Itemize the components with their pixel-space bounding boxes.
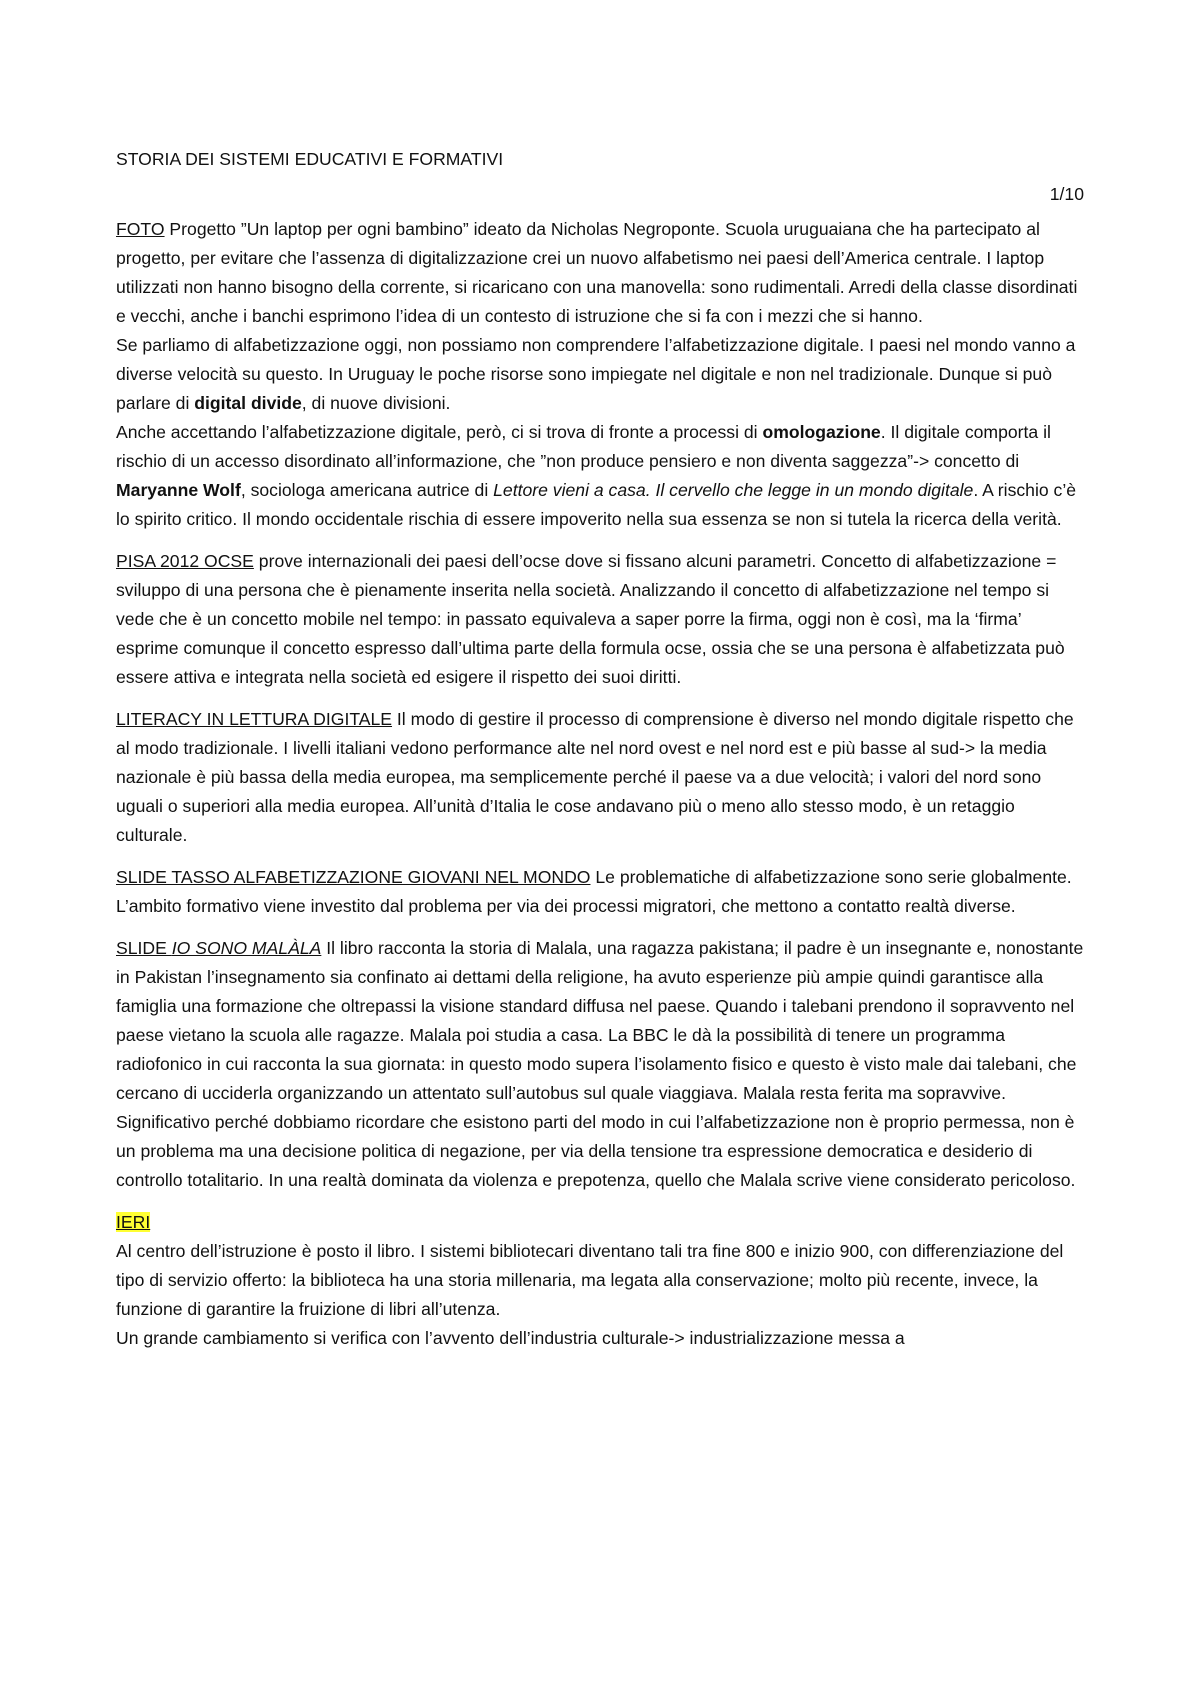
- paragraph-text: , sociologa americana autrice di: [240, 480, 494, 500]
- paragraph-text: Un grande cambiamento si verifica con l’avvento dell’industria culturale-> industrializzazione messa a: [116, 1328, 905, 1348]
- paragraph-pisa: [116, 547, 1084, 692]
- document-body: [116, 145, 1084, 1353]
- paragraph-text: . A rischio c’è lo spirito critico. Il mondo occidentale rischia di essere impoverito nella sua essenza se non si tutela la ricerca della verità.: [116, 480, 1077, 529]
- paragraph-omologazione: [116, 418, 1084, 534]
- section-label-foto: FOTO: [116, 219, 165, 239]
- paragraph-industria: [116, 1324, 1084, 1353]
- paragraph-text: Il libro racconta la storia di Malala, una ragazza pakistana; il padre è un insegnante e, nonostante in Pakistan l’insegnamento sia confinato ai dettami della religione, ha avuto esperienze più ampie quindi garantisce alla famiglia una formazione che oltrepassi la visione standard diffusa nel paese. Quando i talebani prendono il sopravvento nel paese vietano la scuola alle ragazze. Malala poi studia a casa. La BBC le dà la possibilità di tenere un programma radiofonico in cui racconta la sua giornata: in questo modo supera l’isolamento fisico e questo è visto male dai talebani, che cercano di ucciderla organizzando un attentato sull’autobus sul quale viaggiava. Malala resta ferita ma sopravvive.: [116, 938, 1084, 1103]
- paragraph-digital-divide: [116, 331, 1084, 418]
- paragraph-significativo: [116, 1108, 1084, 1195]
- paragraph-text: Le problematiche di alfabetizzazione sono serie globalmente. L’ambito formativo viene investito dal problema per via dei processi migratori, che mettono a contatto realtà diverse.: [116, 867, 1072, 916]
- paragraph-text: . Il digitale comporta il rischio di un accesso disordinato all’informazione, che ”non produce pensiero e non diventa saggezza”-> concetto di: [116, 422, 1051, 471]
- paragraph-text: Il modo di gestire il processo di comprensione è diverso nel mondo digitale rispetto che al modo tradizionale. I livelli italiani vedono performance alte nel nord ovest e nel nord est e più basse al sud-> la media nazionale è più bassa della media europea, ma semplicemente perché il paese va a due velocità; i valori del nord sono uguali o superiori alla media europea. All’unità d’Italia le cose andavano più o meno allo stesso modo, è un retaggio culturale.: [116, 709, 1074, 845]
- section-label-ieri: IERI: [116, 1212, 151, 1232]
- section-label-tasso: SLIDE TASSO ALFABETIZZAZIONE GIOVANI NEL MONDO: [116, 867, 591, 887]
- bold-term: digital divide: [194, 393, 302, 413]
- paragraph-tasso: [116, 863, 1084, 921]
- page-number: 1/10: [1049, 184, 1084, 204]
- paragraph-text: Significativo perché dobbiamo ricordare che esistono parti del modo in cui l’alfabetizzazione non è proprio permessa, non è un problema ma una decisione politica di negazione, per via della tensione tra espressione democratica e desiderio di controllo totalitario. In una realtà dominata da violenza e prepotenza, quello che Malala scrive viene considerato pericoloso.: [116, 1112, 1076, 1190]
- paragraph-text: prove internazionali dei paesi dell’ocse dove si fissano alcuni parametri. Concetto di alfabetizzazione = sviluppo di una persona che è pienamente inserita nella società. Analizzando il concetto di alfabetizzazione nel tempo si vede che è un concetto mobile nel tempo: in passato equivaleva a saper porre la firma, oggi non è così, ma la ‘firma’ esprime comunque il concetto espresso dall’ultima parte della formula ocse, ossia che se una persona è alfabetizzata può essere attiva e integrata nella società ed esigere il rispetto dei suoi diritti.: [116, 551, 1065, 687]
- section-label-malala: [116, 938, 321, 958]
- paragraph-text: Se parliamo di alfabetizzazione oggi, non possiamo non comprendere l’alfabetizzazione digitale. I paesi nel mondo vanno a diverse velocità su questo. In Uruguay le poche risorse sono impiegate nel digitale e non nel tradizionale. Dunque si può parlare di: [116, 335, 1076, 413]
- paragraph-malala: [116, 934, 1084, 1108]
- paragraph-ieri: [116, 1237, 1084, 1324]
- book-title: Lettore vieni a casa. Il cervello che legge in un mondo digitale: [493, 480, 974, 500]
- paragraph-text: Progetto ”Un laptop per ogni bambino” ideato da Nicholas Negroponte. Scuola uruguaiana che ha partecipato al progetto, per evitare che l’assenza di digitalizzazione crei un nuovo alfabetismo nei paesi dell’America centrale. I laptop utilizzati non hanno bisogno della corrente, si ricaricano con una manovella: sono rudimentali. Arredi della classe disordinati e vecchi, anche i banchi esprimono l’idea di un contesto di istruzione che si fa con i mezzi che si hanno.: [116, 219, 1078, 326]
- bold-term: omologazione: [762, 422, 881, 442]
- section-label-pisa: PISA 2012 OCSE: [116, 551, 254, 571]
- paragraph-literacy: [116, 705, 1084, 850]
- label-prefix: SLIDE: [116, 938, 172, 958]
- bold-term: Maryanne Wolf: [116, 480, 241, 500]
- paragraph-text: Al centro dell’istruzione è posto il libro. I sistemi bibliotecari diventano tali tra fine 800 e inizio 900, con differenziazione del tipo di servizio offerto: la biblioteca ha una storia millenaria, ma legata alla conservazione; molto più recente, invece, la funzione di garantire la fruizione di libri all’utenza.: [116, 1241, 1064, 1319]
- paragraph-foto: [116, 215, 1084, 331]
- section-label-literacy: LITERACY IN LETTURA DIGITALE: [116, 709, 393, 729]
- paragraph-text: Anche accettando l’alfabetizzazione digitale, però, ci si trova di fronte a processi di: [116, 422, 763, 442]
- paragraph-text: , di nuove divisioni.: [301, 393, 451, 413]
- book-title: IO SONO MALÀLA: [171, 938, 322, 958]
- paragraph-ieri-heading: [116, 1208, 1084, 1237]
- document-title: STORIA DEI SISTEMI EDUCATIVI E FORMATIVI: [116, 149, 504, 169]
